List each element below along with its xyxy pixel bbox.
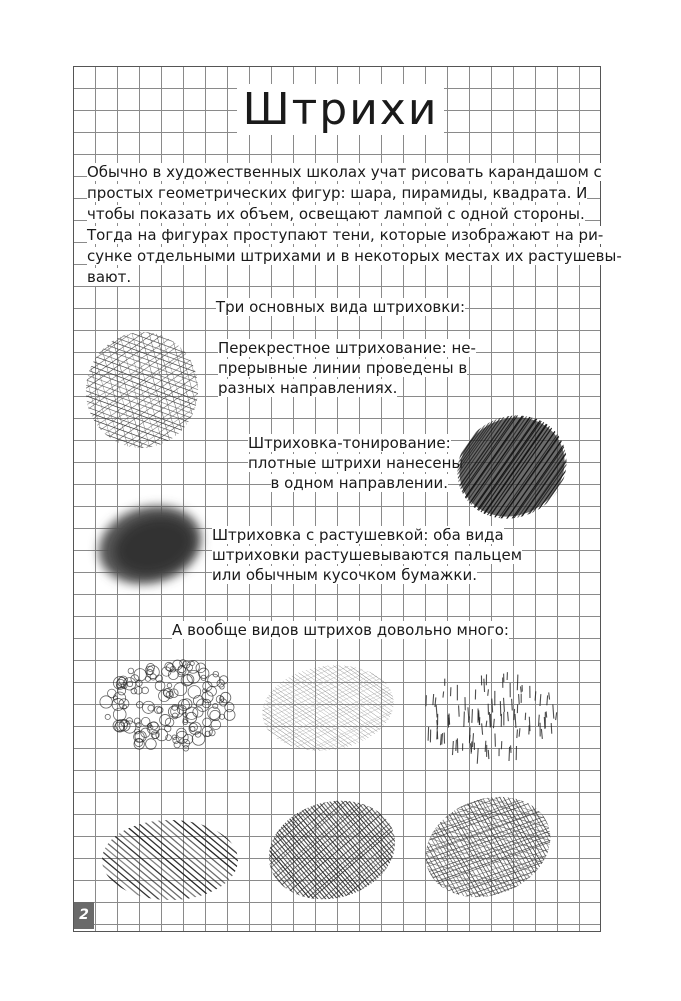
page-title: Штрихи <box>0 80 681 140</box>
blend-hatching-description: Штриховка с растушевкой: оба вида штриховки растушевываются пальцем или обычным кусочком бумажки. <box>212 526 523 584</box>
cross-hatching-sketch <box>80 325 205 455</box>
tone-hatching-description: Штриховка-тонирование: плотные штрихи нанесены в одном направлении. <box>248 434 464 492</box>
intro-paragraph: Обычно в художественных школах учат рисовать карандашом с простых геометрических фигур: шара, пирамиды, квадрата. И чтобы показать их объем, освещают лампой с одной стороны. Тогда на фигурах проступают тени, которые изображают на ри- сунке отдельными штрихами и в некоторых местах их растушевы- вают. <box>87 163 622 286</box>
scribble-circles-sketch <box>98 650 243 760</box>
many-types-heading: А вообще видов штрихов довольно много: <box>172 621 509 639</box>
mixed-hatching-sketch <box>418 795 558 900</box>
short-vertical-strokes-sketch <box>412 665 562 755</box>
diagonal-hatching-sketch <box>98 815 243 905</box>
types-heading: Три основных вида штриховки: <box>215 298 466 316</box>
fine-hatching-sketch <box>258 660 398 755</box>
page-number: 2 <box>74 902 94 929</box>
blended-hatching-sketch <box>88 490 213 600</box>
tone-hatching-sketch <box>450 405 575 530</box>
dense-diagonal-sketch <box>262 798 402 903</box>
cross-hatching-description: Перекрестное штрихование: не- прерывные линии проведены в разных направлениях. <box>218 339 476 397</box>
